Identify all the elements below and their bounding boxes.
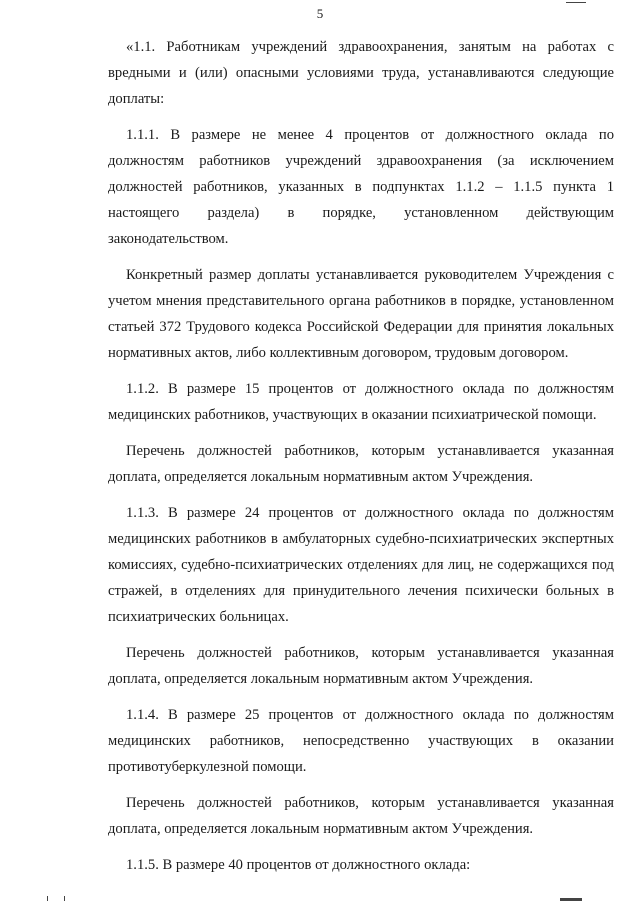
- paragraph-1-1-3: 1.1.3. В размере 24 процентов от должностного оклада по должностям медицинских работников в амбулаторных судебно-психиатрических экспертных комиссиях, судебно-психиатрических отделениях для лиц, не содержащихся под стражей, в отделениях для принудительного лечения психически больных в психиатрических больницах.: [108, 505, 614, 625]
- scan-mark-bottom-left-1: [47, 896, 48, 901]
- paragraph-1-1-2: 1.1.2. В размере 15 процентов от должностного оклада по должностям медицинских работников, участвующих в оказании психиатрической помощи.: [108, 381, 614, 423]
- paragraph-1-1: «1.1. Работникам учреждений здравоохранения, занятым на работах с вредными и (или) опасными условиями труда, устанавливаются следующие доплаты:: [108, 39, 614, 107]
- paragraph-specific-amount: Конкретный размер доплаты устанавливается руководителем Учреждения с учетом мнения представительного органа работников в порядке, установленном статьей 372 Трудового кодекса Российской Федерации для принятия локальных нормативных актов, либо коллективным договором, трудовым договором.: [108, 267, 614, 361]
- paragraph-positions-list-1: Перечень должностей работников, которым устанавливается указанная доплата, определяется локальным нормативным актом Учреждения.: [108, 443, 614, 485]
- paragraph-1-1-4: 1.1.4. В размере 25 процентов от должностного оклада по должностям медицинских работников, непосредственно участвующих в оказании противотуберкулезной помощи.: [108, 707, 614, 775]
- paragraph-1-1-1: 1.1.1. В размере не менее 4 процентов от должностного оклада по должностям работников учреждений здравоохранения (за исключением должностей работников, указанных в подпунктах 1.1.2 – 1.1.5 пункта 1 настоящего раздела) в порядке, установленном действующим законодательством.: [108, 127, 614, 247]
- paragraph-1-1-5: 1.1.5. В размере 40 процентов от должностного оклада:: [126, 857, 471, 873]
- paragraph-positions-list-2: Перечень должностей работников, которым устанавливается указанная доплата, определяется локальным нормативным актом Учреждения.: [108, 645, 614, 687]
- document-body: [108, 34, 614, 888]
- scan-mark-bottom-right: [560, 898, 582, 901]
- page-number: 5: [316, 6, 324, 21]
- paragraph-positions-list-3: Перечень должностей работников, которым устанавливается указанная доплата, определяется локальным нормативным актом Учреждения.: [108, 795, 614, 837]
- scan-mark-top-right: [566, 2, 586, 3]
- scan-mark-bottom-left-2: [64, 896, 65, 901]
